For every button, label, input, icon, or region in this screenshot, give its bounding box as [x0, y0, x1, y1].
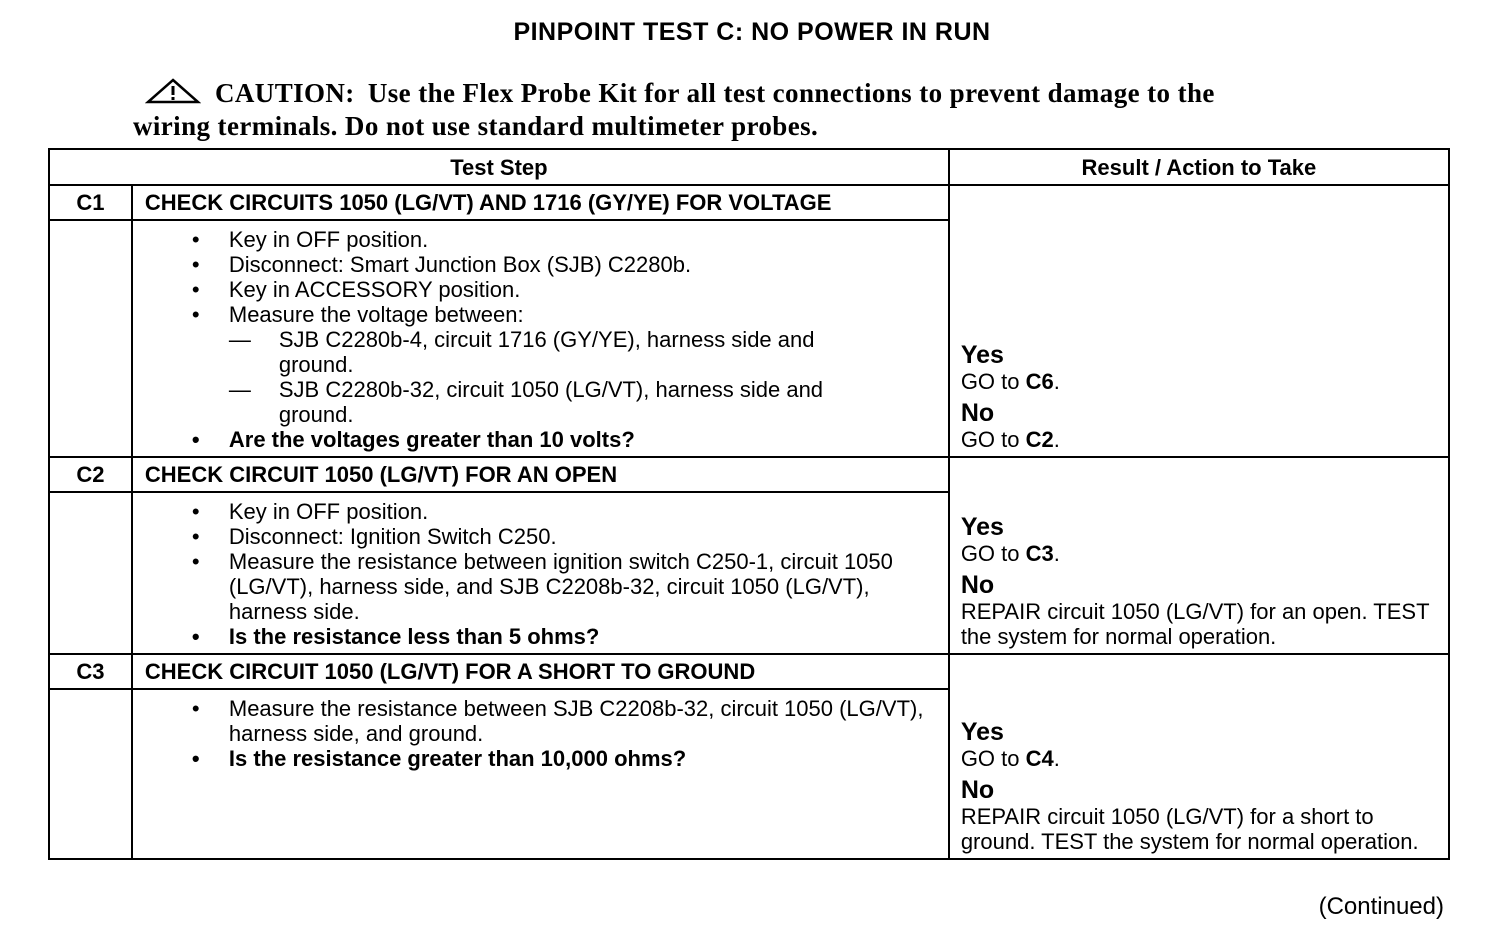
yes-action: GO to C4. [960, 746, 1060, 771]
step-question: • Is the resistance less than 5 ohms? [191, 624, 600, 649]
list-item: • Disconnect: Ignition Switch C250. [191, 524, 557, 549]
step-instructions [132, 689, 949, 859]
step-c3-heading-row [49, 654, 1449, 689]
yes-label: Yes [960, 718, 1004, 746]
step-c1-heading-row [49, 185, 1449, 220]
list-item: • Measure the resistance between ignition switch C250-1, circuit 1050 (LG/VT), harness side, and SJB C2208b-32, circuit 1050 (LG/VT), harness side. [191, 549, 893, 624]
step-question: • Are the voltages greater than 10 volts? [191, 427, 635, 452]
step-heading: CHECK CIRCUIT 1050 (LG/VT) FOR AN OPEN [132, 457, 949, 492]
caution-text-2: wiring terminals. Do not use standard multimeter probes. [133, 111, 819, 141]
continued-note: (Continued) [1318, 893, 1444, 920]
caution-line-1 [133, 78, 1363, 111]
list-item: • Key in OFF position. [191, 227, 429, 252]
table-header-row [49, 149, 1449, 185]
list-item: • Measure the voltage between: — SJB C2280b-4, circuit 1716 (GY/YE), harness side and ground. — SJB C2280b-32, circuit 1050 (LG/VT), harness side and ground. [229, 302, 936, 427]
list-item: • Key in OFF position. [191, 499, 429, 524]
yes-label: Yes [960, 513, 1004, 541]
step-c3-result [949, 654, 1449, 859]
step-id: C2 [49, 457, 132, 492]
yes-label: Yes [960, 341, 1004, 369]
step-c2-result [949, 457, 1449, 654]
no-label: No [960, 776, 995, 804]
step-heading: CHECK CIRCUITS 1050 (LG/VT) AND 1716 (GY/YE) FOR VOLTAGE [132, 185, 949, 220]
step-c1-result [949, 185, 1449, 457]
step-c2-heading-row [49, 457, 1449, 492]
header-result: Result / Action to Take [949, 149, 1449, 185]
yes-action: GO to C6. [960, 369, 1060, 394]
page-title: PINPOINT TEST C: NO POWER IN RUN [513, 18, 991, 46]
header-test-step: Test Step [49, 149, 949, 185]
list-item: • Disconnect: Smart Junction Box (SJB) C2280b. [191, 252, 692, 277]
pinpoint-test-table [48, 148, 1450, 860]
list-item: • Measure the resistance between SJB C2208b-32, circuit 1050 (LG/VT), harness side, and ground. [191, 696, 924, 746]
step-id: C1 [49, 185, 132, 220]
step-id: C3 [49, 654, 132, 689]
step-instructions [132, 220, 949, 457]
step-instructions [132, 492, 949, 654]
no-label: No [960, 399, 995, 427]
caution-text-1: Use the Flex Probe Kit for all test connections to prevent damage to the [367, 78, 1215, 108]
warning-triangle-icon [145, 78, 201, 111]
caution-label: CAUTION: [215, 78, 355, 108]
no-action: REPAIR circuit 1050 (LG/VT) for an open. TEST the system for normal operation. [960, 599, 1430, 649]
no-action: REPAIR circuit 1050 (LG/VT) for a short to ground. TEST the system for normal operation. [960, 804, 1419, 854]
sub-list-item: — SJB C2280b-4, circuit 1716 (GY/YE), harness side and ground. [228, 327, 815, 377]
yes-action: GO to C3. [960, 541, 1060, 566]
sub-list-item: — SJB C2280b-32, circuit 1050 (LG/VT), harness side and ground. [228, 377, 824, 427]
step-question: • Is the resistance greater than 10,000 ohms? [191, 746, 687, 771]
no-action: GO to C2. [960, 427, 1060, 452]
list-item: • Key in ACCESSORY position. [191, 277, 521, 302]
caution-notice [133, 78, 1363, 142]
no-label: No [960, 571, 995, 599]
step-heading: CHECK CIRCUIT 1050 (LG/VT) FOR A SHORT TO GROUND [132, 654, 949, 689]
